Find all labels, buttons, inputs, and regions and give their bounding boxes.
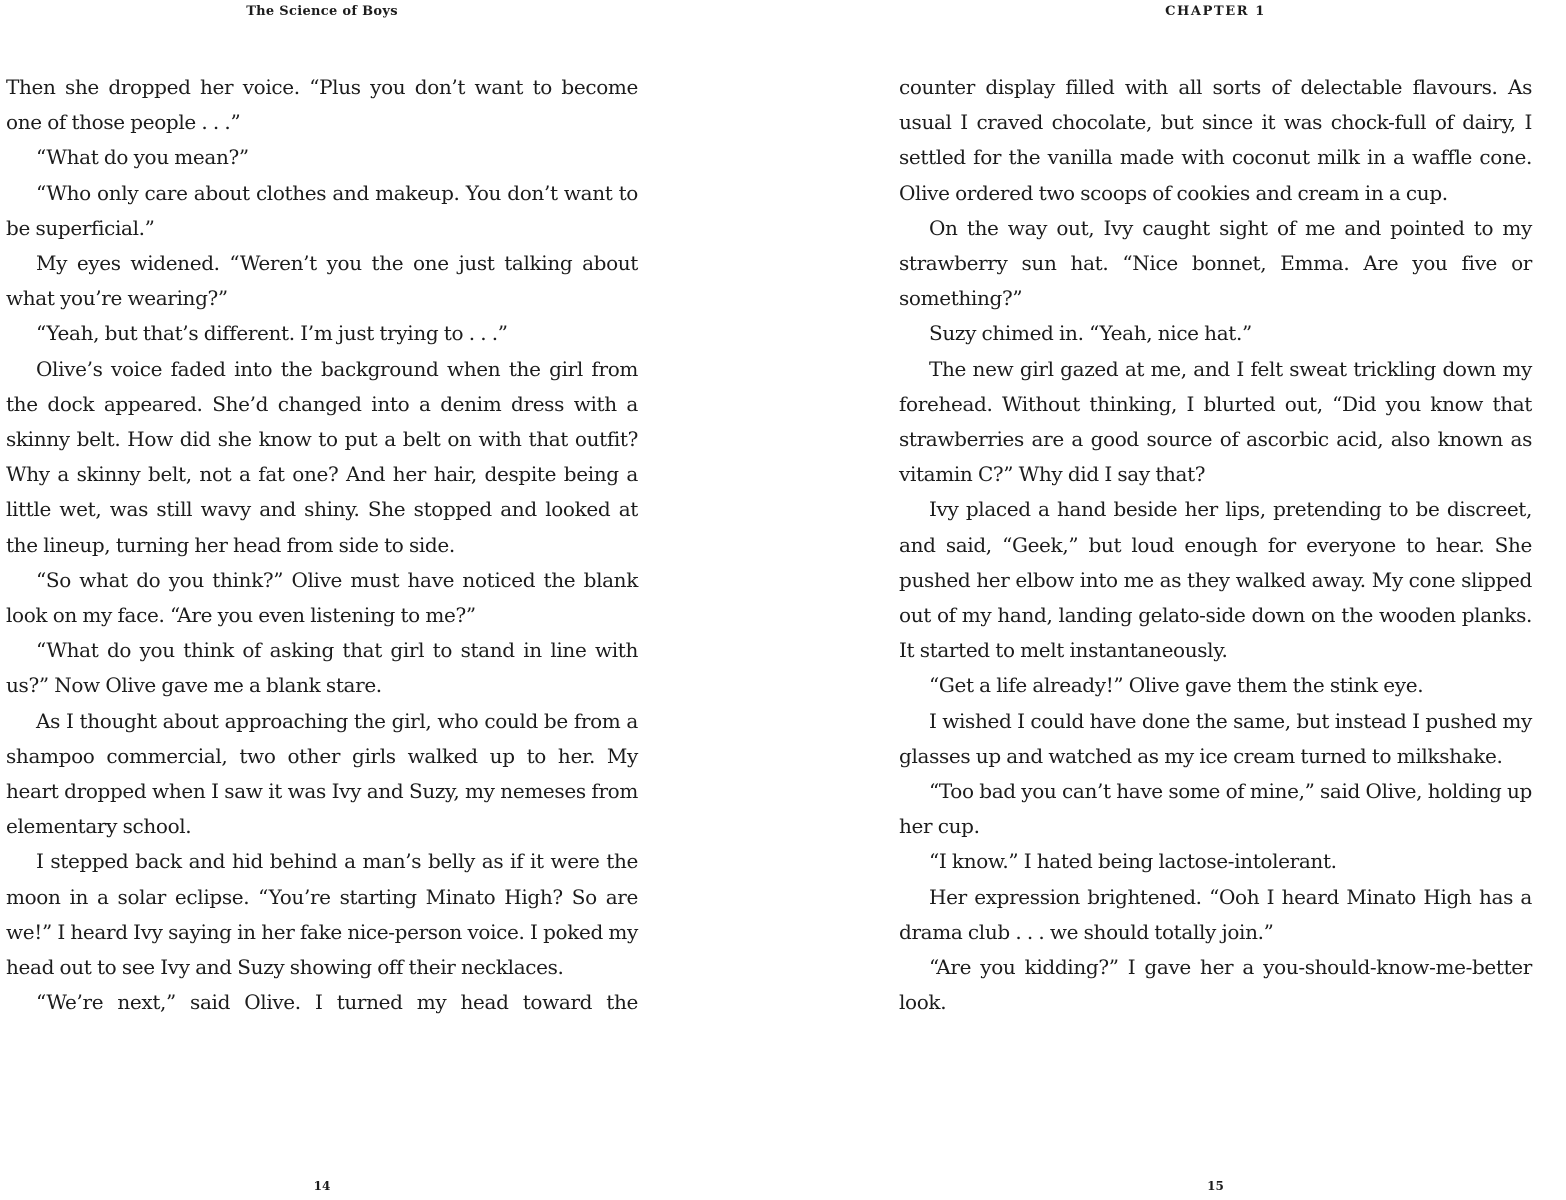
paragraph: “So what do you think?” Olive must have noticed the blank look on my face. “Are you even listening to me?” — [6, 567, 638, 628]
paragraph: “What do you mean?” — [36, 145, 249, 170]
left-page-body — [6, 70, 638, 1020]
running-head-book-title: The Science of Boys — [246, 4, 398, 19]
paragraph: The new girl gazed at me, and I felt sweat trickling down my forehead. Without thinking, I blurted out, “Did you know that strawberries are a good source of ascorbic acid, also known as vitamin C?” Why did I say that? — [899, 356, 1532, 487]
paragraph-continued: “We’re next,” said Olive. I turned my head toward the — [36, 990, 638, 1015]
paragraph: Olive’s voice faded into the background when the girl from the dock appeared. She’d changed into a denim dress with a skinny belt. How did she know to put a belt on with that outfit? Why a skinny belt, not a fat one? And her hair, despite being a little wet, was still wavy and shiny. She stopped and looked at the lineup, turning her head from side to side. — [6, 356, 638, 557]
paragraph: Her expression brightened. “Ooh I heard Minato High has a drama club . . . we should totally join.” — [899, 884, 1532, 944]
paragraph: Ivy placed a hand beside her lips, pretending to be discreet, and said, “Geek,” but loud enough for everyone to hear. She pushed her elbow into me as they walked away. My cone slipped out of my hand, landing gelato-side down on the wooden planks. It started to melt instantaneously. — [899, 497, 1532, 663]
left-page — [6, 0, 638, 1200]
paragraph: On the way out, Ivy caught sight of me and pointed to my strawberry sun hat. “Nice bonnet, Emma. Are you five or something?” — [899, 215, 1532, 311]
paragraph: Then she dropped her voice. “Plus you don’t want to become one of those people . . .” — [6, 75, 638, 135]
page-number: 14 — [313, 1179, 331, 1193]
paragraph: As I thought about approaching the girl, who could be from a shampoo commercial, two other girls walked up to her. My heart dropped when I saw it was Ivy and Suzy, my nemeses from elementary school. — [6, 708, 638, 839]
paragraph: “Who only care about clothes and makeup. You don’t want to be superficial.” — [6, 180, 638, 240]
paragraph: “Yeah, but that’s different. I’m just trying to . . .” — [36, 321, 508, 346]
paragraph: I stepped back and hid behind a man’s belly as if it were the moon in a solar eclipse. “You’re starting Minato High? So are we!” I heard Ivy saying in her fake nice-person voice. I poked my head out to see Ivy and Suzy showing off their necklaces. — [6, 849, 638, 980]
paragraph: “I know.” I hated being lactose-intolerant. — [929, 849, 1337, 874]
page-number: 15 — [1207, 1179, 1224, 1193]
paragraph-continuation: counter display filled with all sorts of delectable flavours. As usual I craved chocolate, but since it was chock-full of dairy, I settled for the vanilla made with coconut milk in a waffle cone. Olive ordered two scoops of cookies and cream in a cup. — [899, 75, 1532, 205]
paragraph: I wished I could have done the same, but instead I pushed my glasses up and watched as my ice cream turned to milkshake. — [899, 708, 1532, 768]
running-head-chapter: CHAPTER 1 — [1165, 4, 1266, 19]
right-page — [899, 0, 1532, 1200]
paragraph: My eyes widened. “Weren’t you the one just talking about what you’re wearing?” — [6, 251, 638, 311]
paragraph: Suzy chimed in. “Yeah, nice hat.” — [929, 321, 1252, 346]
paragraph: “Get a life already!” Olive gave them the stink eye. — [929, 673, 1424, 698]
paragraph: “Too bad you can’t have some of mine,” said Olive, holding up her cup. — [899, 779, 1532, 839]
paragraph: “Are you kidding?” I gave her a you-should-know-me-better look. — [899, 955, 1532, 1015]
right-page-body — [899, 70, 1532, 1020]
paragraph: “What do you think of asking that girl to stand in line with us?” Now Olive gave me a blank stare. — [6, 638, 638, 698]
